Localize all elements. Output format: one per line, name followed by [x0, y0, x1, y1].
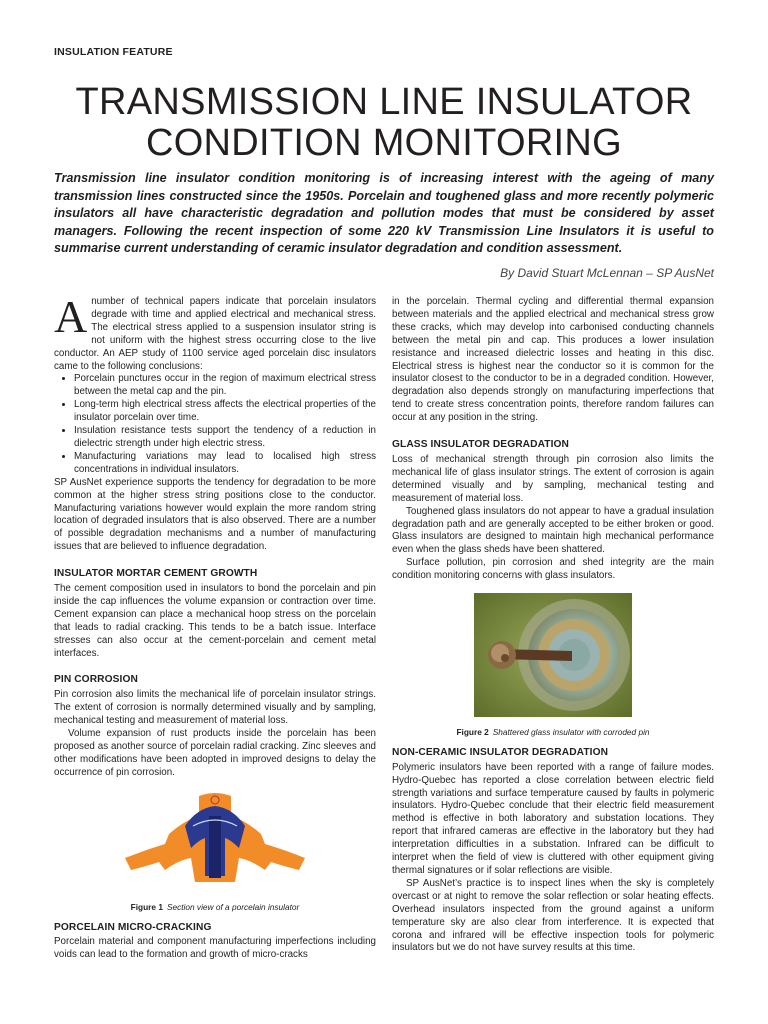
- porcelain-insulator-illustration: [115, 786, 315, 892]
- paragraph-opening-text: number of technical papers indicate that porcelain insulators degrade with time and applied electrical and mechanical stress. The electrical stress applied to a suspension insulator string is not uniform with the highest stress occurring close to the live conductor. An AEP study of 1100 service aged porcelain disc insulators came to the following conclusions:: [54, 296, 376, 372]
- paragraph: Polymeric insulators have been reported with a range of failure modes. Hydro-Quebec has reported a close correlation between electric field strength variations and surface temperature caused by faults in polymeric insulators. Hydro-Quebec conclude that their electric field measurement method is effective in both laboratory and substation locations. They report that infrared cameras are effective in the laboratory but they had interpretation difficulties in a substation. Infrared can be difficult to interpret when the field of view is cluttered with other equipment giving thermal signatures or if solar reflections are visible.: [392, 761, 714, 876]
- list-item: • Long-term high electrical stress affects the electrical properties of the insulator porcelain over time.: [74, 399, 376, 425]
- paragraph: in the porcelain. Thermal cycling and differential thermal expansion between materials and the applied electrical and mechanical stress grow these cracks, which may develop into carbonised conducting channels between the metal pin and cap. This produces a lower insulation resistance and increased dielectric losses and heating in this disc. Electrical stress is highest near the conductor so it is common for the insulator closest to the conductor to be in a degraded condition. However, degradation also depends strongly on manufacturing imperfections that tend to create stress concentration points, therefore random failures can occur at any position in the string.: [392, 296, 714, 424]
- section-label: INSULATION FEATURE: [54, 46, 173, 58]
- title-line-2: CONDITION MONITORING: [145, 122, 623, 164]
- title-line-1: TRANSMISSION LINE INSULATOR: [75, 81, 693, 123]
- heading-non-ceramic: NON-CERAMIC INSULATOR DEGRADATION: [392, 746, 609, 758]
- drop-cap: A: [54, 291, 88, 342]
- column-left: [54, 291, 376, 962]
- paragraph: Porcelain material and component manufacturing imperfections including voids can lead to the formation and growth of micro-cracks: [54, 936, 376, 961]
- heading-micro-cracking: PORCELAIN MICRO-CRACKING: [54, 921, 212, 933]
- paragraph: Toughened glass insulators do not appear to have a gradual insulation degradation path and are generally accepted to be either broken or good. Glass insulators are designed to maintain high mechanical performance even when the glass sheds have been shattered.: [392, 505, 714, 556]
- list-item: • Porcelain punctures occur in the region of maximum electrical stress between the metal cap and the pin.: [74, 373, 376, 399]
- figure-2: [392, 593, 714, 722]
- intro-paragraph: Transmission line insulator condition monitoring is of increasing interest with the ageing of many transmission lines constructed since the 1950s. Porcelain and toughened glass and more recently polymeric insulators all have characteristic degradation and pollution modes that must be considered by asset managers. Following the recent inspection of some 220 kV Transmission Line Insulators it is useful to summarise current understanding of ceramic insulator degradation and condition assessment.: [54, 171, 714, 256]
- paragraph-opening: [54, 291, 376, 373]
- list-item: • Insulation resistance tests support the tendency of a reduction in dielectric strength under high electric stress.: [74, 425, 376, 451]
- paragraph: SP AusNet experience supports the tendency for degradation to be more common at the higher stress string positions close to the conductor. Manufacturing variations however would explain the more random string location of degraded insulators that is also observed. There are a number of possible degradation mechanisms and a number of manufacturing issues that are believed to influence degradation.: [54, 476, 376, 553]
- paragraph: Pin corrosion also limits the mechanical life of porcelain insulator strings. The extent of corrosion is normally determined visually and by sampling, mechanical testing and measurement of material loss.: [54, 689, 376, 727]
- figure-1-label: Figure 1: [130, 901, 163, 912]
- heading-mortar: INSULATOR MORTAR CEMENT GROWTH: [54, 568, 258, 580]
- figure-2-caption: [392, 726, 714, 739]
- figure-1-caption-text: Section view of a porcelain insulator: [166, 901, 300, 912]
- page-title: [40, 82, 728, 164]
- paragraph: Loss of mechanical strength through pin corrosion also limits the mechanical life of glass insulator strings. The extent of corrosion is again determined visually and by sampling, mechanical testing and measurement of material loss.: [392, 453, 714, 504]
- paragraph: Volume expansion of rust products inside the porcelain has been proposed as another source of porcelain radial cracking. Zinc sleeves and other modifications have been adopted in improved designs to delay the occurrence of pin corrosion.: [54, 728, 376, 778]
- list-item: • Manufacturing variations may lead to localised high stress concentrations in individual insulators.: [74, 451, 376, 477]
- figure-2-label: Figure 2: [456, 726, 489, 737]
- heading-pin-corrosion: PIN CORROSION: [54, 674, 138, 686]
- paragraph: Surface pollution, pin corrosion and shed integrity are the main condition monitoring concerns with glass insulators.: [392, 557, 714, 582]
- figure-1: [54, 786, 376, 897]
- glass-insulator-photo: [474, 593, 632, 717]
- conclusions-list: [54, 373, 376, 476]
- figure-1-caption: [54, 901, 376, 914]
- heading-glass: GLASS INSULATOR DEGRADATION: [392, 439, 570, 451]
- paragraph: SP AusNet’s practice is to inspect lines when the sky is completely overcast or at night to remove the solar reflection or solar heating effects. Overhead insulators inspected from the ground against a uniform temperature sky are also clear from interference. It is expected that corona and infrared will be effective inspection tools for polymeric insulators but we do not have survey results at this time.: [392, 877, 714, 954]
- byline: By David Stuart McLennan – SP AusNet: [500, 266, 714, 280]
- column-right: [392, 296, 714, 955]
- paragraph: The cement composition used in insulators to bond the porcelain and pin inside the cap influences the volume expansion or contraction over time. Cement expansion can place a mechanical hoop stress on the porcelain that leads to radial cracking. This tends to be a batch issue. Interface stresses can also occur at the cement-porcelain and cement metal interfaces.: [54, 583, 376, 659]
- figure-2-caption-text: Shattered glass insulator with corroded pin: [492, 726, 650, 737]
